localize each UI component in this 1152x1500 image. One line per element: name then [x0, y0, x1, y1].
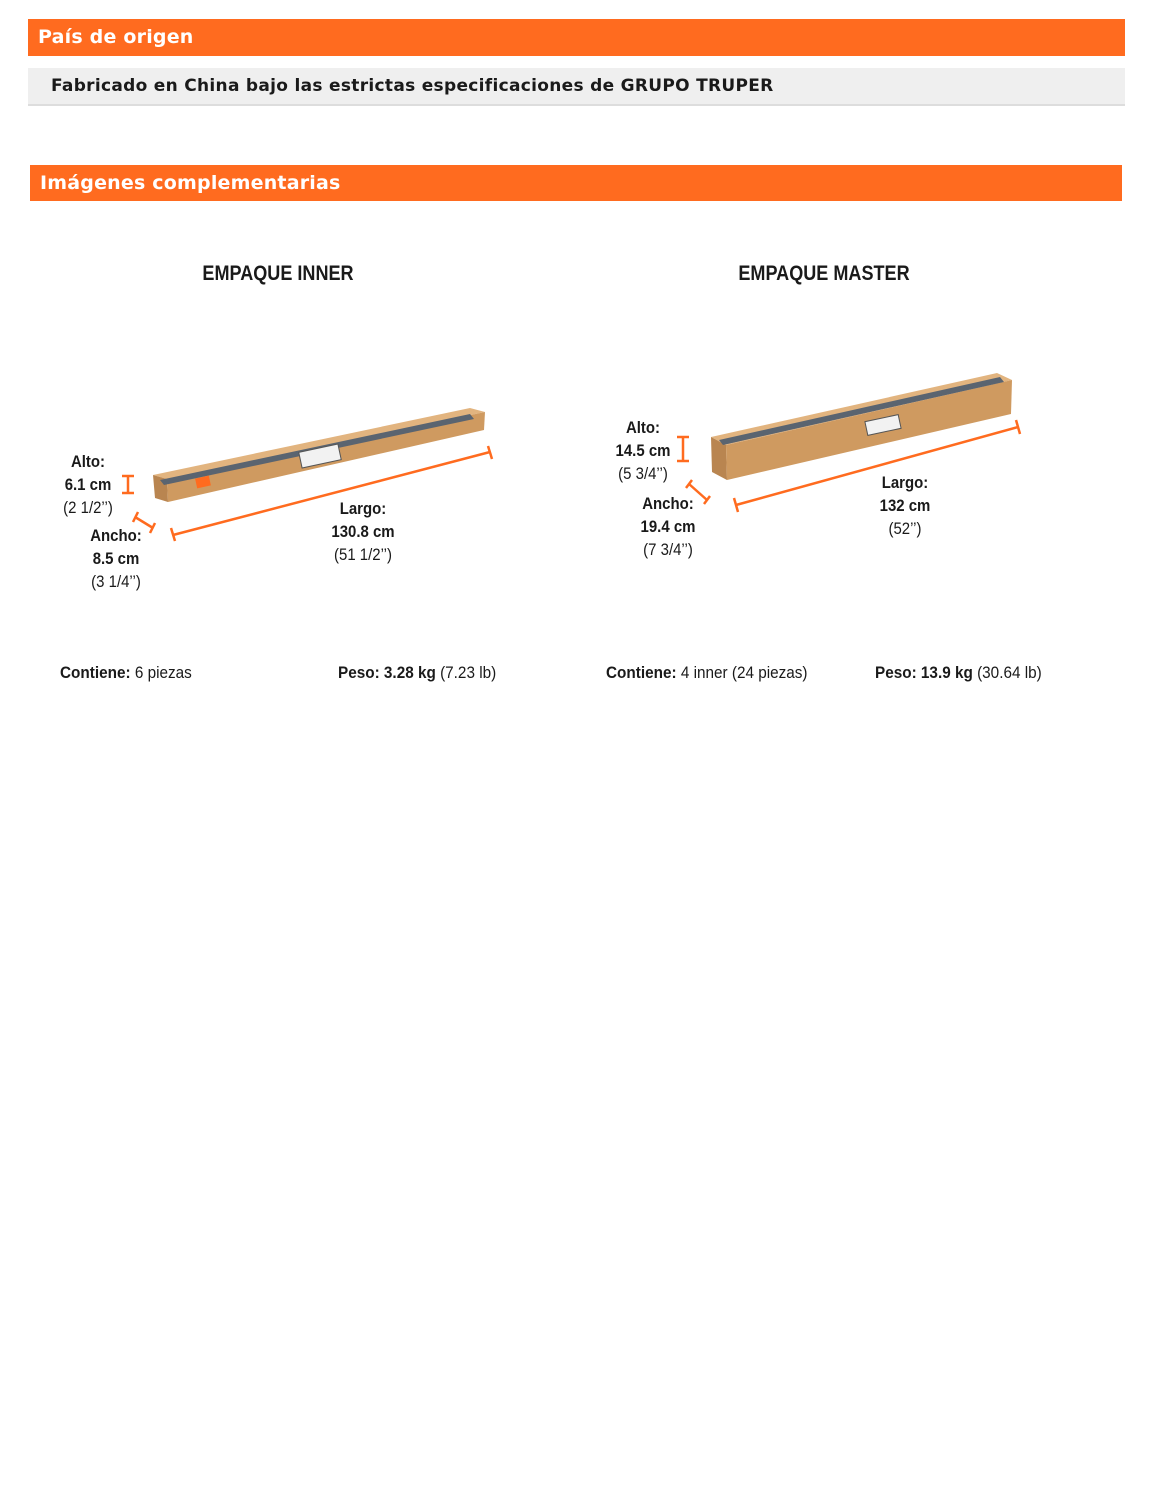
master-box-image [711, 373, 1012, 480]
inner-box-image [153, 408, 485, 502]
master-title: EMPAQUE MASTER [738, 262, 910, 285]
inner-largo-label: Largo: 130.8 cm (51 1/2’’) [331, 499, 395, 564]
inner-ancho-label: Ancho: 8.5 cm (3 1/4’’) [90, 526, 142, 591]
images-header: Imágenes complementarias [30, 165, 1122, 201]
master-peso: Peso: 13.9 kg (30.64 lb) [875, 663, 1042, 682]
inner-contiene: Contiene: 6 piezas [60, 663, 192, 682]
origin-text: Fabricado en China bajo las estrictas especificaciones de GRUPO TRUPER [28, 68, 1125, 106]
inner-title: EMPAQUE INNER [202, 262, 354, 285]
inner-peso: Peso: 3.28 kg (7.23 lb) [338, 663, 497, 682]
master-contiene: Contiene: 4 inner (24 piezas) [606, 663, 808, 682]
inner-alto-label: Alto: 6.1 cm (2 1/2’’) [63, 452, 113, 517]
origin-header: País de origen [28, 19, 1125, 56]
master-alto-label: Alto: 14.5 cm (5 3/4’’) [615, 418, 671, 483]
master-largo-label: Largo: 132 cm (52’’) [879, 473, 931, 538]
master-ancho-label: Ancho: 19.4 cm (7 3/4’’) [640, 494, 696, 559]
